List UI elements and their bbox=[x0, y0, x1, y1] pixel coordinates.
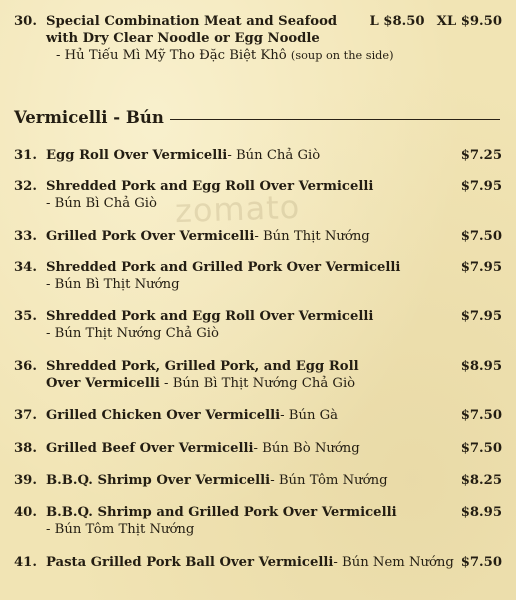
section-vermicelli bbox=[14, 108, 500, 127]
section-title: Vermicelli - Bún bbox=[14, 108, 164, 127]
item-number: 31. bbox=[14, 148, 37, 163]
item-number: 40. bbox=[14, 505, 37, 520]
item-number: 33. bbox=[14, 229, 37, 244]
menu-item-40 bbox=[14, 504, 502, 538]
item-vietnamese: - Hủ Tiếu Mì Mỹ Tho Đặc Biệt Khô bbox=[56, 48, 287, 63]
item-vietnamese: - Bún Tôm Thịt Nướng bbox=[46, 522, 195, 537]
item-price: $7.50 bbox=[460, 555, 502, 570]
menu-item-33 bbox=[14, 228, 502, 245]
section-divider bbox=[170, 119, 500, 120]
item-vietnamese: - Bún Bì Thịt Nướng bbox=[46, 277, 180, 292]
item-name: Grilled Chicken Over Vermicelli bbox=[46, 408, 281, 423]
price-large: L $8.50 bbox=[369, 14, 425, 29]
item-name: B.B.Q. Shrimp Over Vermicelli bbox=[46, 473, 271, 488]
item-name: Pasta Grilled Pork Ball Over Vermicelli bbox=[46, 555, 334, 570]
item-number: 37. bbox=[14, 408, 37, 423]
item-number: 35. bbox=[14, 309, 37, 324]
item-name: Shredded Pork and Grilled Pork Over Vermicelli bbox=[46, 260, 401, 275]
menu-item-36 bbox=[14, 358, 502, 392]
item-name: Shredded Pork, Grilled Pork, and Egg Roll bbox=[46, 359, 359, 374]
item-price: $7.50 bbox=[460, 229, 502, 244]
item-vietnamese: - Bún Bì Chả Giò bbox=[46, 196, 157, 211]
menu-item-30 bbox=[14, 13, 502, 64]
item-name: Grilled Pork Over Vermicelli bbox=[46, 229, 255, 244]
item-vietnamese: - Bún Bò Nướng bbox=[253, 441, 360, 456]
item-price: $7.50 bbox=[460, 408, 502, 423]
item-number: 36. bbox=[14, 359, 37, 374]
menu-item-35 bbox=[14, 308, 502, 342]
item-number: 32. bbox=[14, 179, 37, 194]
item-number: 30. bbox=[14, 14, 37, 29]
item-vietnamese: - Bún Tôm Nướng bbox=[270, 473, 388, 488]
item-number: 38. bbox=[14, 441, 37, 456]
item-price: $7.95 bbox=[460, 179, 502, 194]
item-name-line2: with Dry Clear Noodle or Egg Noodle bbox=[46, 31, 320, 46]
menu-item-34 bbox=[14, 259, 502, 293]
menu-item-38 bbox=[14, 440, 502, 457]
item-note: (soup on the side) bbox=[290, 49, 394, 62]
item-name: Shredded Pork and Egg Roll Over Vermicelli bbox=[46, 309, 374, 324]
item-vietnamese: - Bún Thịt Nướng bbox=[254, 229, 370, 244]
item-price: $8.95 bbox=[460, 505, 502, 520]
menu-item-32 bbox=[14, 178, 502, 212]
menu-item-39 bbox=[14, 472, 502, 489]
item-price: $7.50 bbox=[460, 441, 502, 456]
item-price: $8.95 bbox=[460, 359, 502, 374]
item-number: 41. bbox=[14, 555, 37, 570]
item-vietnamese: - Bún Chả Giò bbox=[227, 148, 321, 163]
item-price: $8.25 bbox=[460, 473, 502, 488]
menu-item-37 bbox=[14, 407, 502, 424]
item-name: Shredded Pork and Egg Roll Over Vermicelli bbox=[46, 179, 374, 194]
menu-item-41 bbox=[14, 554, 502, 571]
item-price: $7.25 bbox=[460, 148, 502, 163]
item-name: B.B.Q. Shrimp and Grilled Pork Over Vermicelli bbox=[46, 505, 397, 520]
item-number: 39. bbox=[14, 473, 37, 488]
item-price: $7.95 bbox=[460, 260, 502, 275]
item-number: 34. bbox=[14, 260, 37, 275]
item-name: Egg Roll Over Vermicelli bbox=[46, 148, 228, 163]
watermark: zomato bbox=[174, 187, 301, 231]
menu-item-31 bbox=[14, 147, 502, 164]
price-xl: XL $9.50 bbox=[436, 14, 502, 29]
item-price: $7.95 bbox=[460, 309, 502, 324]
item-name-line2: Over Vermicelli bbox=[46, 376, 160, 391]
item-vietnamese: - Bún Nem Nướng bbox=[333, 555, 454, 570]
item-vietnamese: - Bún Thịt Nướng Chả Giò bbox=[46, 326, 219, 341]
item-vietnamese: - Bún Gà bbox=[280, 408, 339, 423]
item-vietnamese: - Bún Bì Thịt Nướng Chả Giò bbox=[159, 376, 356, 391]
item-name: Grilled Beef Over Vermicelli bbox=[46, 441, 254, 456]
item-name: Special Combination Meat and Seafood bbox=[46, 14, 338, 29]
